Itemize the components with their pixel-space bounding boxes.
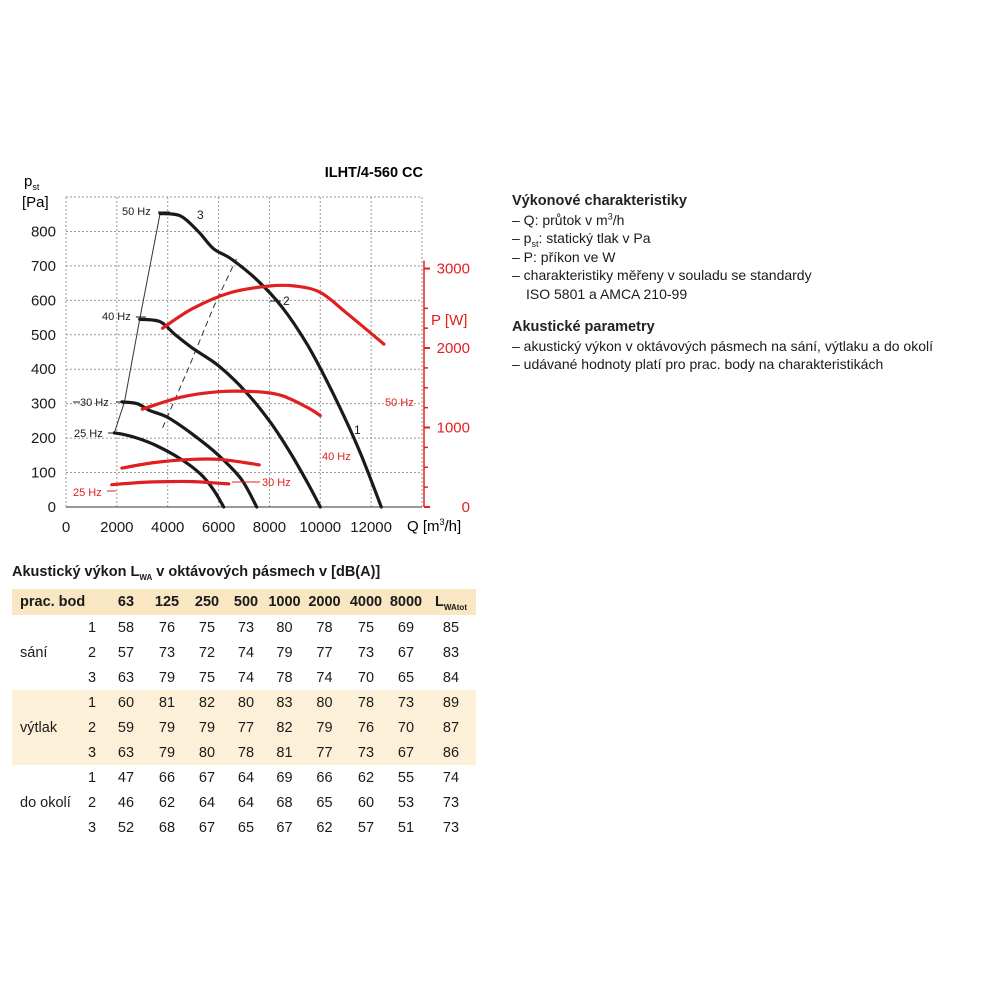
band-value: 67 [198, 769, 216, 786]
band-value: 65 [316, 794, 333, 811]
header-band: 500 [226, 589, 266, 615]
x-tick-label: 6000 [201, 519, 236, 536]
band-value: 73 [357, 644, 375, 661]
y-tick-labels [31, 223, 56, 516]
group-label [12, 665, 78, 690]
total-value: 83 [442, 644, 460, 661]
band-value: 60 [357, 794, 375, 811]
group-label [12, 765, 78, 790]
header-band: 1000 [266, 589, 303, 615]
band-value: 53 [397, 794, 415, 811]
y-axis-symbol: $p_{st}$ [24, 173, 40, 192]
speed-label: 25 Hz [74, 428, 103, 440]
band-value: 79 [188, 715, 226, 740]
band-value: 57 [117, 644, 135, 661]
info-flow: – Q: průtok v $m^3/h$ [512, 210, 625, 228]
x-tick-labels [62, 519, 392, 536]
info-power: – P: příkon ve W [512, 248, 616, 265]
band-value: 73 [237, 619, 255, 636]
band-value: 64 [237, 794, 255, 811]
band-value: 68 [158, 819, 176, 836]
power-curve [112, 481, 229, 484]
operating-point-label: 1 [354, 423, 361, 437]
band-value: 82 [266, 715, 303, 740]
y-tick-label: 200 [30, 430, 56, 448]
y-tick-label: 800 [30, 223, 56, 241]
point-number: 2 [78, 715, 106, 740]
group-label [12, 815, 78, 840]
system-line [114, 214, 160, 433]
band-value: 75 [198, 669, 216, 686]
band-value: 75 [198, 619, 216, 636]
header-band: 125 [146, 589, 188, 615]
y-axis-unit: [Pa] [22, 194, 49, 211]
band-value: 66 [158, 769, 176, 786]
band-value: 69 [276, 769, 293, 786]
band-value: 80 [276, 619, 293, 636]
total-value: 73 [442, 794, 460, 811]
band-value: 65 [237, 819, 255, 836]
table-row [12, 790, 476, 815]
y-tick-label: 300 [30, 395, 56, 413]
acoustic-table-title: Akustický výkon $L_{WA}$ v oktávových pásmech v [dB(A)] [12, 564, 381, 582]
band-value: 67 [397, 644, 415, 661]
x-tick-label: 4000 [151, 519, 185, 536]
band-value: 82 [188, 690, 226, 715]
band-value: 79 [146, 715, 188, 740]
total-value: 86 [426, 740, 476, 765]
speed-label: 40 Hz [102, 311, 131, 323]
y2-tick-label: 0 [461, 499, 470, 516]
band-value: 77 [316, 644, 333, 661]
acoustic-params-title: Akustické parametry [512, 319, 655, 335]
band-value: 67 [198, 819, 216, 836]
group-label: do okolí [20, 794, 71, 811]
band-value: 74 [237, 669, 255, 686]
band-value: 68 [276, 794, 293, 811]
table-row [12, 690, 476, 715]
grid [66, 197, 422, 507]
band-value: 78 [226, 740, 266, 765]
y2-tick-label: 2000 [436, 340, 470, 358]
band-value: 72 [198, 644, 216, 661]
x-tick-label: 0 [61, 519, 71, 536]
band-value: 70 [386, 715, 426, 740]
band-value: 59 [106, 715, 146, 740]
band-value: 81 [146, 690, 188, 715]
band-value: 67 [276, 819, 293, 836]
total-value: 85 [442, 619, 460, 636]
band-value: 79 [146, 740, 188, 765]
table-row [12, 715, 476, 740]
header-band: 4000 [346, 589, 386, 615]
pressure-curve [122, 402, 257, 507]
band-value: 66 [316, 769, 333, 786]
band-value: 83 [266, 690, 303, 715]
y2-tick-label: 1000 [436, 419, 470, 437]
info-pressure: – $p_{st}$: statický tlak v Pa [512, 230, 651, 249]
system-line [163, 259, 237, 428]
band-value: 63 [117, 669, 135, 686]
table-row [12, 740, 476, 765]
perf-title: Výkonové charakteristiky [512, 193, 687, 209]
header-band: 2000 [303, 589, 346, 615]
band-value: 46 [117, 794, 135, 811]
total-value: 89 [426, 690, 476, 715]
point-number: 1 [87, 769, 97, 786]
info-acoustic-1: – akustický výkon v oktávových pásmech na sání, výtlaku a do okolí [512, 337, 933, 354]
group-label [12, 615, 78, 640]
y-tick-label: 600 [30, 292, 56, 310]
band-value: 77 [303, 740, 346, 765]
band-value: 69 [397, 619, 415, 636]
band-value: 78 [316, 619, 333, 636]
info-standard: ISO 5801 a AMCA 210-99 [526, 285, 688, 302]
band-value: 65 [397, 669, 415, 686]
band-value: 60 [106, 690, 146, 715]
band-value: 73 [386, 690, 426, 715]
operating-point-label: 2 [283, 294, 290, 308]
table-row [12, 665, 476, 690]
band-value: 76 [158, 619, 176, 636]
point-number: 1 [78, 690, 106, 715]
y-tick-label: 500 [30, 326, 56, 344]
band-value: 57 [357, 819, 375, 836]
info-panel [512, 192, 992, 374]
x-tick-label: 8000 [252, 519, 287, 536]
group-label: sání [20, 644, 48, 661]
band-value: 64 [237, 769, 255, 786]
fan-performance-chart [0, 150, 500, 550]
point-number: 2 [87, 644, 97, 661]
operating-point-label: 3 [197, 208, 204, 222]
info-measured: – charakteristiky měřeny v souladu se standardy [512, 267, 812, 283]
speed-label: 50 Hz [122, 206, 151, 218]
speed-label: 25 Hz [73, 487, 102, 499]
group-label [12, 740, 78, 765]
band-value: 75 [357, 619, 375, 636]
y-tick-label: 700 [30, 257, 56, 275]
speed-label: 30 Hz [262, 477, 291, 489]
total-value: 87 [426, 715, 476, 740]
speed-label: 50 Hz [385, 397, 414, 409]
band-value: 79 [158, 669, 176, 686]
header-total: $L_{WAtot}$ [426, 589, 476, 615]
band-value: 73 [158, 644, 176, 661]
group-label: výtlak [12, 715, 78, 740]
band-value: 58 [117, 619, 135, 636]
band-value: 79 [276, 644, 293, 661]
group-label [12, 690, 78, 715]
x-tick-label: 2000 [100, 519, 134, 536]
x-tick-label: 12000 [350, 519, 393, 536]
total-value: 73 [442, 819, 460, 836]
point-number: 1 [87, 619, 97, 636]
table-row [12, 815, 476, 840]
total-value: 74 [442, 769, 460, 786]
band-value: 80 [303, 690, 346, 715]
point-number: 3 [78, 740, 106, 765]
band-value: 79 [303, 715, 346, 740]
header-band: 250 [188, 589, 226, 615]
point-number: 3 [87, 819, 97, 836]
band-value: 74 [237, 644, 255, 661]
band-value: 73 [346, 740, 386, 765]
table-row [12, 765, 476, 790]
table-row [12, 615, 476, 640]
x-tick-label: 10000 [299, 519, 342, 536]
band-value: 67 [386, 740, 426, 765]
y-tick-label: 0 [47, 499, 56, 516]
band-value: 47 [117, 769, 135, 786]
band-value: 64 [198, 794, 216, 811]
x-axis-label: Q $[m^3/h]$ [407, 517, 462, 535]
band-value: 78 [346, 690, 386, 715]
point-number: 3 [87, 669, 97, 686]
band-value: 77 [226, 715, 266, 740]
y2-axis-label: P [W] [431, 312, 468, 329]
y2-tick-labels [424, 261, 470, 516]
band-value: 76 [346, 715, 386, 740]
info-acoustic-2: – udávané hodnoty platí pro prac. body na charakteristikách [512, 356, 884, 372]
band-value: 78 [276, 669, 293, 686]
table-row [12, 640, 476, 665]
band-value: 80 [226, 690, 266, 715]
acoustic-table [12, 589, 476, 840]
table-header-row [12, 589, 476, 615]
header-band: 63 [106, 589, 146, 615]
band-value: 62 [357, 769, 375, 786]
header-band: 8000 [386, 589, 426, 615]
band-value: 62 [158, 794, 176, 811]
band-value: 81 [266, 740, 303, 765]
point-number: 2 [87, 794, 97, 811]
band-value: 74 [316, 669, 333, 686]
total-value: 84 [442, 669, 460, 686]
speed-label: 30 Hz [80, 397, 109, 409]
band-value: 80 [188, 740, 226, 765]
band-value: 51 [397, 819, 415, 836]
band-value: 63 [106, 740, 146, 765]
y2-tick-label: 3000 [436, 260, 470, 278]
y-tick-label: 100 [30, 464, 56, 482]
band-value: 55 [397, 769, 415, 786]
band-value: 52 [117, 819, 135, 836]
band-value: 62 [316, 819, 333, 836]
chart-title: ILHT/4-560 CC [324, 165, 423, 181]
pressure-curve [140, 319, 321, 507]
y-tick-label: 400 [30, 361, 56, 379]
header-point: prac. bod [12, 589, 106, 615]
band-value: 70 [357, 669, 375, 686]
speed-label: 40 Hz [322, 451, 351, 463]
